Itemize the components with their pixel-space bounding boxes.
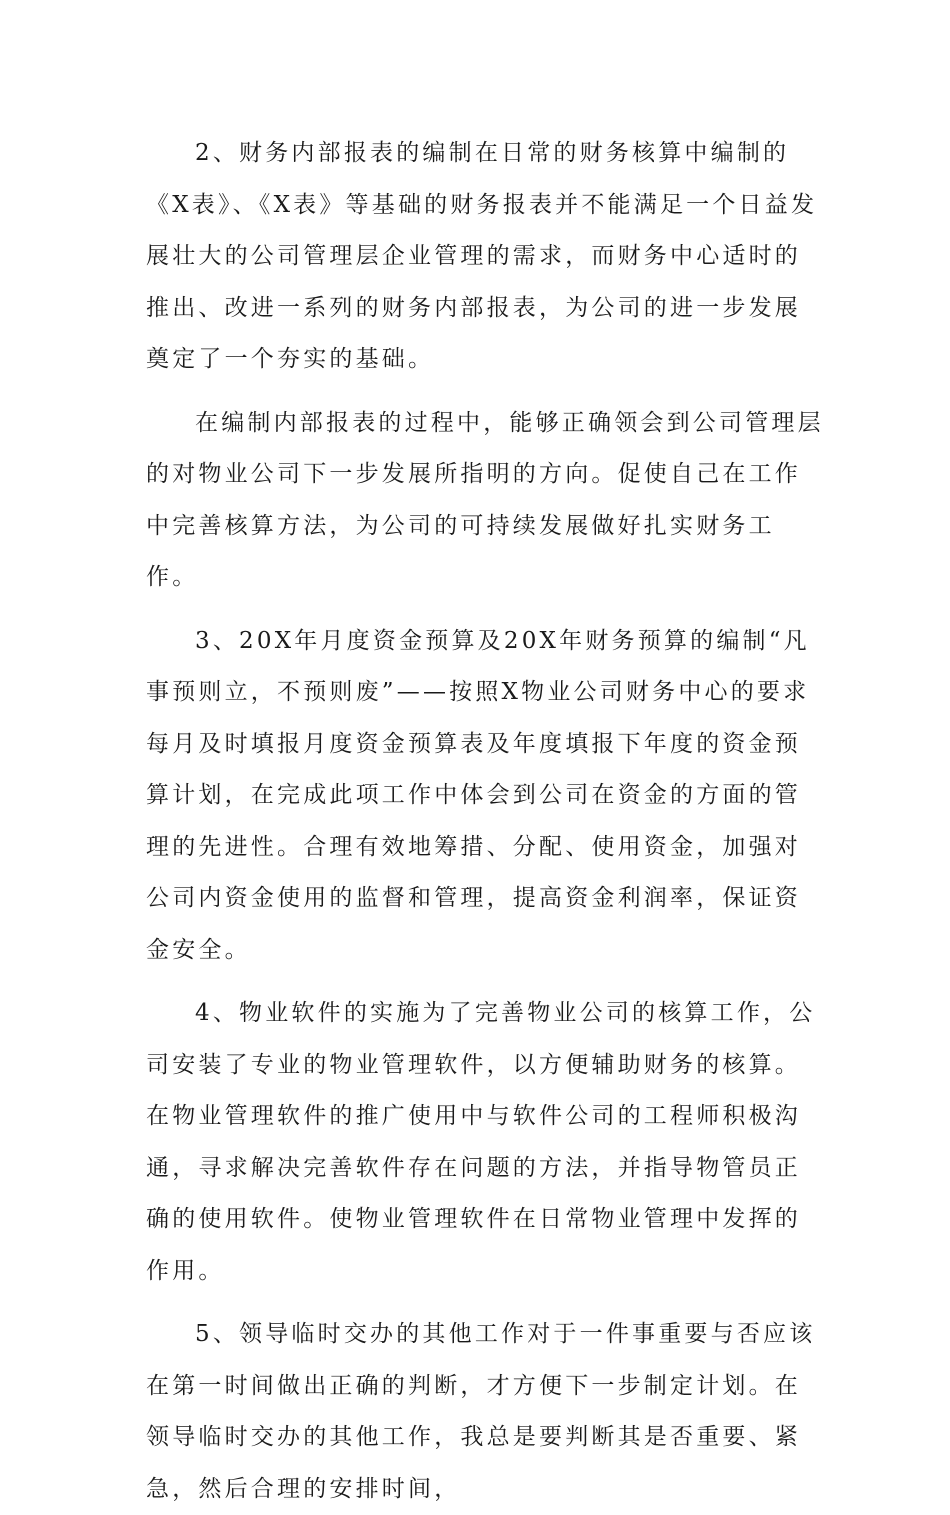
paragraph-budget-preparation: 3、20X年月度资金预算及20X年财务预算的编制“凡事预则立，不预则废”——按照X物业公司财务中心的要求每月及时填报月度资金预算表及年度填报下年度的资金预算计划，在完成此项工作中体会到公司在资金的方面的管理的先进性。合理有效地筹措、分配、使用资金，加强对公司内资金使用的监督和管理，提高资金利润率，保证资金安全。 [146,627,810,963]
paragraph-reporting-process: 在编制内部报表的过程中，能够正确领会到公司管理层的对物业公司下一步发展所指明的方向。促使自己在工作中完善核算方法，为公司的可持续发展做好扎实财务工作。 [146,409,824,590]
document-body [146,128,826,1515]
paragraph-internal-reports: 2、财务内部报表的编制在日常的财务核算中编制的《X表》、《X表》等基础的财务报表并不能满足一个日益发展壮大的公司管理层企业管理的需求，而财务中心适时的推出、改进一系列的财务内部报表，为公司的进一步发展奠定了一个夯实的基础。 [146,140,818,372]
paragraph-property-software: 4、物业软件的实施为了完善物业公司的核算工作，公司安装了专业的物业管理软件，以方便辅助财务的核算。在物业管理软件的推广使用中与软件公司的工程师积极沟通，寻求解决完善软件存在问题的方法，并指导物管员正确的使用软件。使物业管理软件在日常物业管理中发挥的作用。 [146,1000,816,1284]
paragraph-leadership-tasks: 5、领导临时交办的其他工作对于一件事重要与否应该在第一时间做出正确的判断，才方便下一步制定计划。在领导临时交办的其他工作，我总是要判断其是否重要、紧急，然后合理的安排时间， [146,1321,816,1502]
